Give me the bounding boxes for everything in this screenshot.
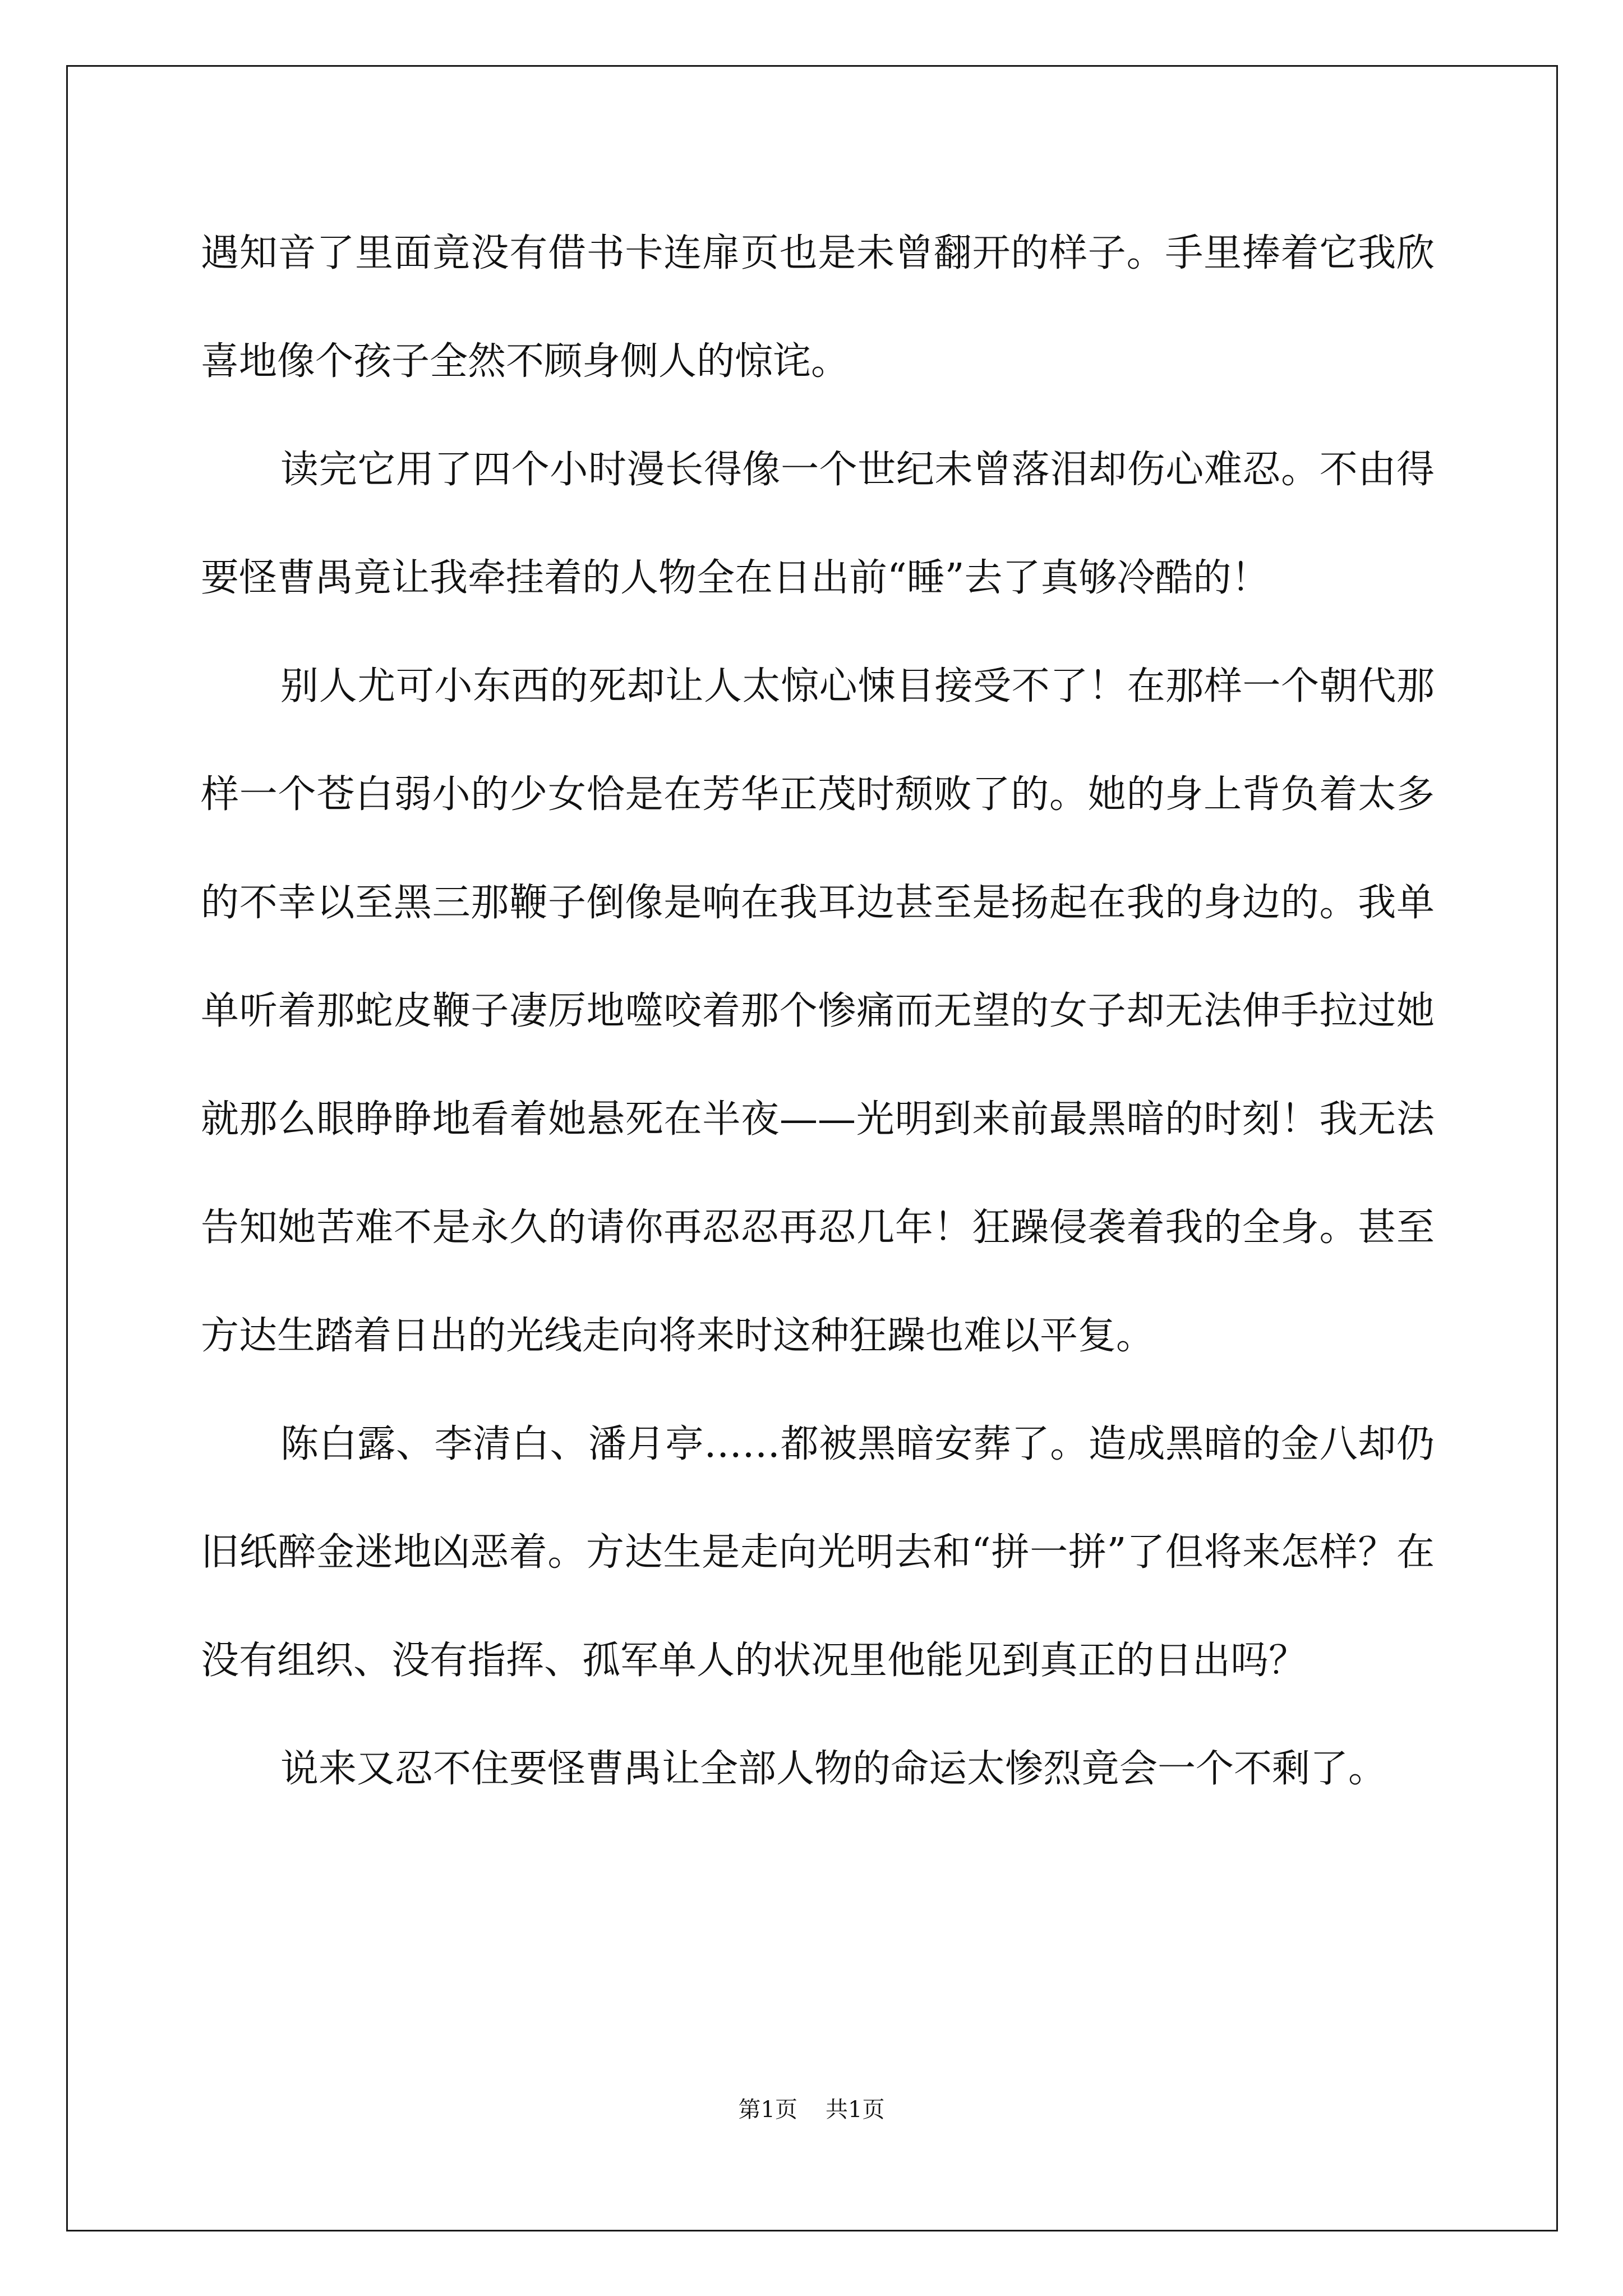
- paragraph-5: 说来又忍不住要怪曹禺让全部人物的命运太惨烈竟会一个不剩了。: [280, 1747, 1387, 1791]
- paragraph-1: 遇知音了里面竟没有借书卡连扉页也是未曾翻开的样子。手里捧着它我欣喜地像个孩子全然不顾身侧人的惊诧。: [201, 231, 1435, 384]
- page-number: 第1页: [738, 2097, 797, 2123]
- page-footer: [0, 2093, 1623, 2127]
- page-total: 共1页: [826, 2097, 885, 2123]
- paragraph-3: 别人尤可小东西的死却让人太惊心悚目接受不了！在那样一个朝代那样一个苍白弱小的少女恰是在芳华正茂时颓败了的。她的身上背负着太多的不幸以至黑三那鞭子倒像是响在我耳边甚至是扬起在我的身边的。我单单听着那蛇皮鞭子凄厉地噬咬着那个惨痛而无望的女子却无法伸手拉过她就那么眼睁睁地看着她悬死在半夜——光明到来前最黑暗的时刻！我无法告知她苦难不是永久的请你再忍忍再忍几年！狂躁侵袭着我的全身。甚至方达生踏着日出的光线走向将来时这种狂躁也难以平复。: [201, 664, 1435, 1358]
- document-body: [201, 199, 1435, 1823]
- paragraph-4: 陈白露、李清白、潘月亭……都被黑暗安葬了。造成黑暗的金八却仍旧纸醉金迷地凶恶着。方达生是走向光明去和“拼一拼”了但将来怎样？在没有组织、没有指挥、孤军单人的状况里他能见到真正的日出吗？: [201, 1422, 1435, 1683]
- paragraph-2: 读完它用了四个小时漫长得像一个世纪未曾落泪却伤心难忍。不由得要怪曹禺竟让我牵挂着的人物全在日出前“睡”去了真够冷酷的！: [201, 448, 1435, 600]
